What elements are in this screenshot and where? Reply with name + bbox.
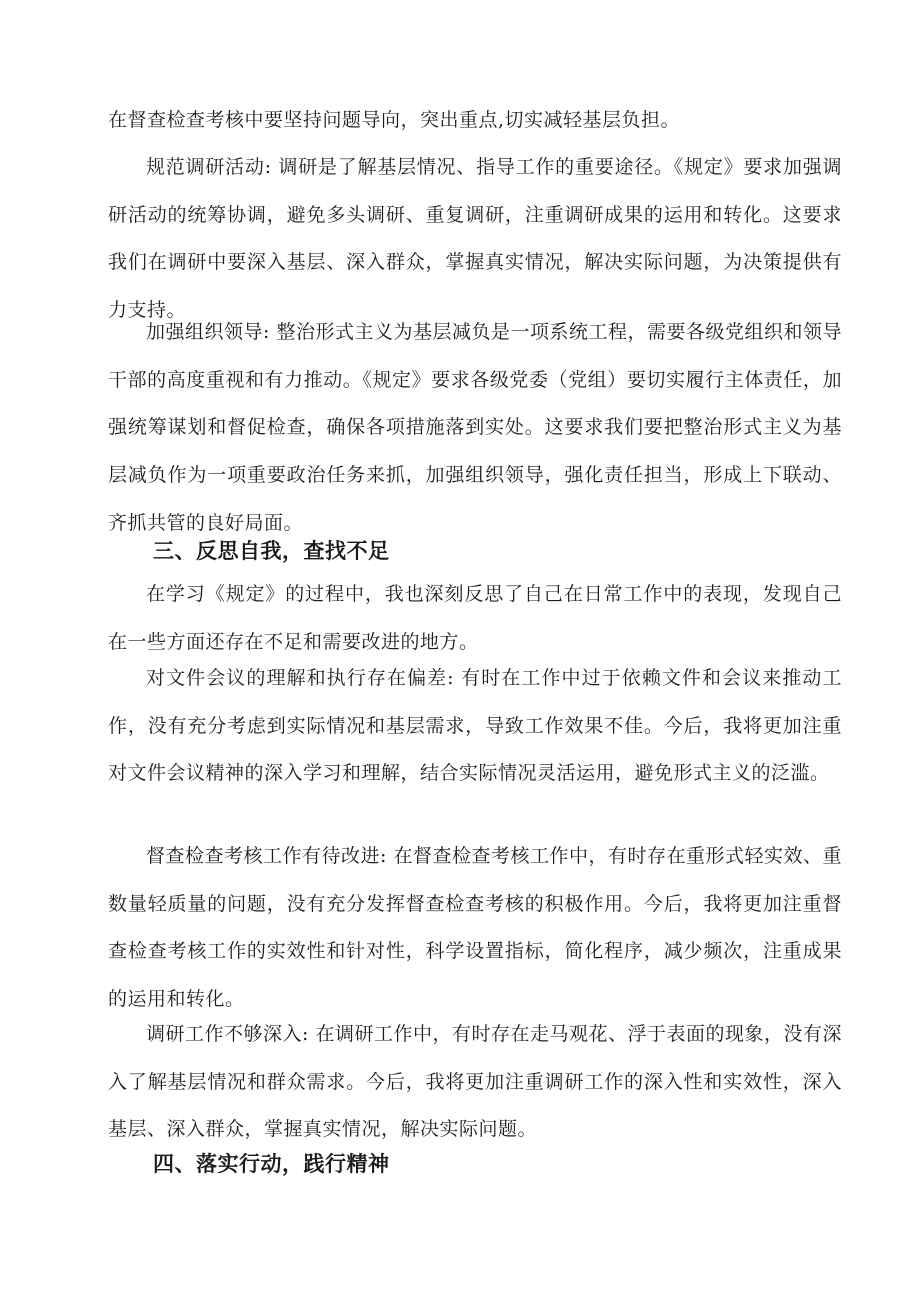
section-heading-implementation: 四、落实行动，践行精神 (153, 1152, 390, 1176)
paragraph-reflection-intro: 在学习《规定》的过程中，我也深刻反思了自己在日常工作中的表现，发现自己在一些方面还存在不足和需要改进的地方。 (108, 583, 842, 653)
paragraph-documents-meetings: 对文件会议的理解和执行存在偏差: 有时在工作中过于依赖文件和会议来推动工作，没有充分考虑到实际情况和基层需求，导致工作效果不佳。今后，我将更加注重对文件会议精神的深入学习和理解，结合实际情况灵活运用，避免形式主义的泛滥。 (108, 667, 842, 785)
paragraph-research-work: 调研工作不够深入: 在调研工作中，有时存在走马观花、浮于表面的现象，没有深入了解基层情况和群众需求。今后，我将更加注重调研工作的深入性和实效性，深入基层、深入群众，掌握真实情况，解决实际问题。 (108, 1023, 842, 1141)
paragraph-inspection-work: 督查检查考核工作有待改进: 在督查检查考核工作中，有时存在重形式轻实效、重数量轻质量的问题，没有充分发挥督查检查考核的积极作用。今后，我将更加注重督查检查考核工作的实效性和针对性，科学设置指标，简化程序，减少频次，注重成果的运用和转化。 (108, 845, 842, 1011)
paragraph-continuation: 在督查检查考核中要坚持问题导向，突出重点,切实减轻基层负担。 (108, 109, 681, 131)
section-heading-reflection: 三、反思自我，查找不足 (153, 539, 390, 563)
paragraph-organizational-leadership: 加强组织领导: 整治形式主义为基层减负是一项系统工程，需要各级党组织和领导干部的高度重视和有力推动。《规定》要求各级党委（党组）要切实履行主体责任，加强统筹谋划和督促检查，确保各项措施落到实处。这要求我们要把整治形式主义为基层减负作为一项重要政治任务来抓，加强组织领导，强化责任担当，形成上下联动、齐抓共管的良好局面。 (108, 321, 842, 534)
paragraph-research-activities: 规范调研活动: 调研是了解基层情况、指导工作的重要途径。《规定》要求加强调研活动的统筹协调，避免多头调研、重复调研，注重调研成果的运用和转化。这要求我们在调研中要深入基层、深入群众，掌握真实情况，解决实际问题，为决策提供有力支持。 (108, 156, 842, 322)
